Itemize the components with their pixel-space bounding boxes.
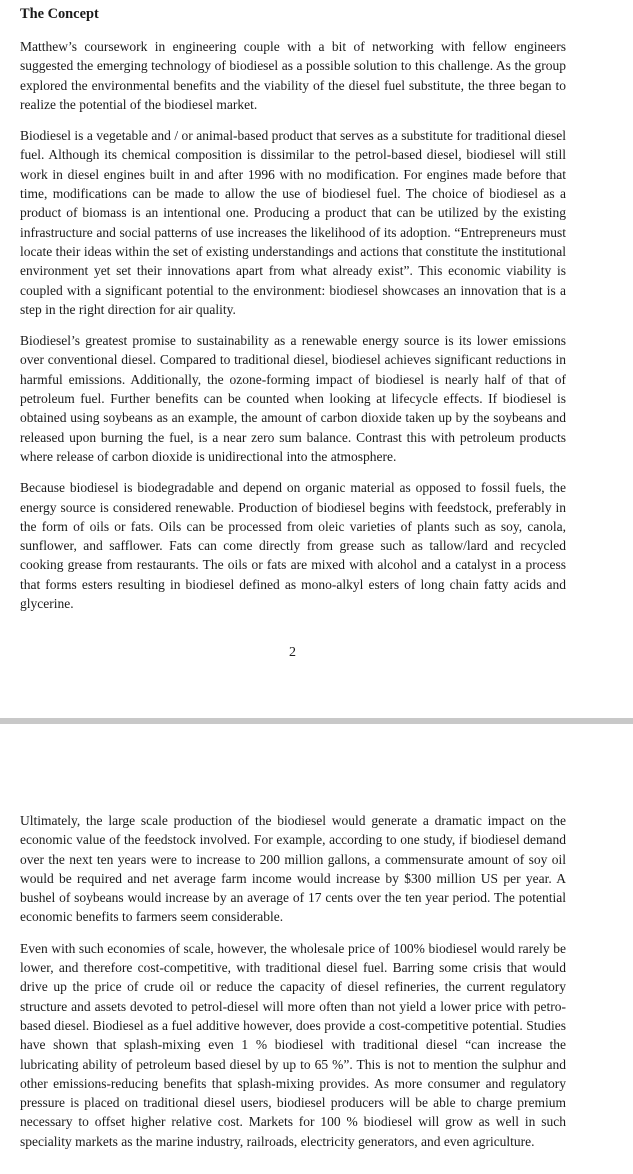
- paragraph-production: Because biodiesel is biodegradable and depend on organic material as opposed to fossil fuels, the energy source is considered renewable. Production of biodiesel begins with feedstock, preferably in the form of oils or fats. Oils can be processed from oleic varieties of plants such as soy, canola, sunflower, and safflower. Fats can come directly from grease such as tallow/lard and recycled cooking grease from restaurants. The oils or fats are mixed with alcohol and a catalyst in a process that forms esters resulting in biodiesel defined as mono-alkyl esters of long chain fatty acids and glycerine.: [20, 480, 566, 612]
- paragraph-economic-impact: Ultimately, the large scale production of the biodiesel would generate a dramatic impact on the economic value of the feedstock involved. For example, according to one study, if biodiesel demand over the next ten years were to increase to 200 million gallons, a commensurate amount of soy oil would be required and net average farm income would increase by $300 million US per year. A bushel of soybeans would increase by an average of 17 cents over the ten year period. The potential economic benefits to farmers seem considerable.: [20, 813, 566, 925]
- paragraph-economies-of-scale: Even with such economies of scale, however, the wholesale price of 100% biodiesel would rarely be lower, and therefore cost-competitive, with traditional diesel fuel. Barring some crisis that would drive up the price of crude oil or reduce the capacity of diesel refineries, the current regulatory structure and assets devoted to petrol-diesel will more often than not yield a lower price with petro-based diesel. Biodiesel as a fuel additive however, does provide a cost-competitive potential. Studies have shown that splash-mixing even 1 % biodiesel with traditional diesel “can increase the lubricating ability of petroleum based diesel by up to 65 %”. This is not to mention the sulphur and other emissions-reducing benefits that splash-mixing provides. As more consumer and regulatory pressure is placed on traditional diesel users, biodiesel producers will be able to charge premium necessary to offset higher relative cost. Markets for 100 % biodiesel will grow as well in such speciality markets as the marine industry, railroads, electricity generators, and even agriculture.: [20, 940, 566, 1149]
- document-page-2: [0, 724, 633, 1174]
- section-heading: The Concept: [20, 6, 99, 22]
- paragraph-coursework: Matthew’s coursework in engineering couple with a bit of networking with fellow engineers suggested the emerging technology of biodiesel as a possible solution to this challenge. As the group explored the environmental benefits and the viability of the diesel fuel substitute, the three began to realize the potential of the biodiesel market.: [20, 39, 566, 112]
- page-number: 2: [289, 645, 296, 660]
- page-2-content: [20, 811, 566, 1163]
- page-1-content: [20, 5, 566, 625]
- paragraph-biodiesel-definition: Biodiesel is a vegetable and / or animal-based product that serves as a substitute for traditional diesel fuel. Although its chemical composition is dissimilar to the petrol-based diesel, biodiesel will still work in diesel engines built in and after 1996 with no modification. For engines made before that time, modifications can be made to allow the use of biodiesel fuel. The choice of biodiesel as a product of biomass is an intentional one. Producing a product that can be utilized by the existing infrastructure and social patterns of use increases the likelihood of its adoption. “Entrepreneurs must locate their ideas within the set of existing understandings and actions that constitute the institutional environment yet set their innovations apart from what already exist”. This economic viability is coupled with a significant potential to the environment: biodiesel showcases an innovation that is a step in the right direction for air quality.: [20, 128, 566, 317]
- paragraph-emissions: Biodiesel’s greatest promise to sustainability as a renewable energy source is its lower emissions over conventional diesel. Compared to traditional diesel, biodiesel achieves significant reductions in harmful emissions. Additionally, the ozone-forming impact of biodiesel is nearly half of that of petroleum fuel. Further benefits can be counted when looking at lifecycle effects. If biodiesel is obtained using soybeans as an example, the amount of carbon dioxide taken up by the soybeans and released upon burning the fuel, is a near zero sum balance. Contrast this with petroleum products where release of carbon dioxide is unidirectional into the atmosphere.: [20, 333, 566, 464]
